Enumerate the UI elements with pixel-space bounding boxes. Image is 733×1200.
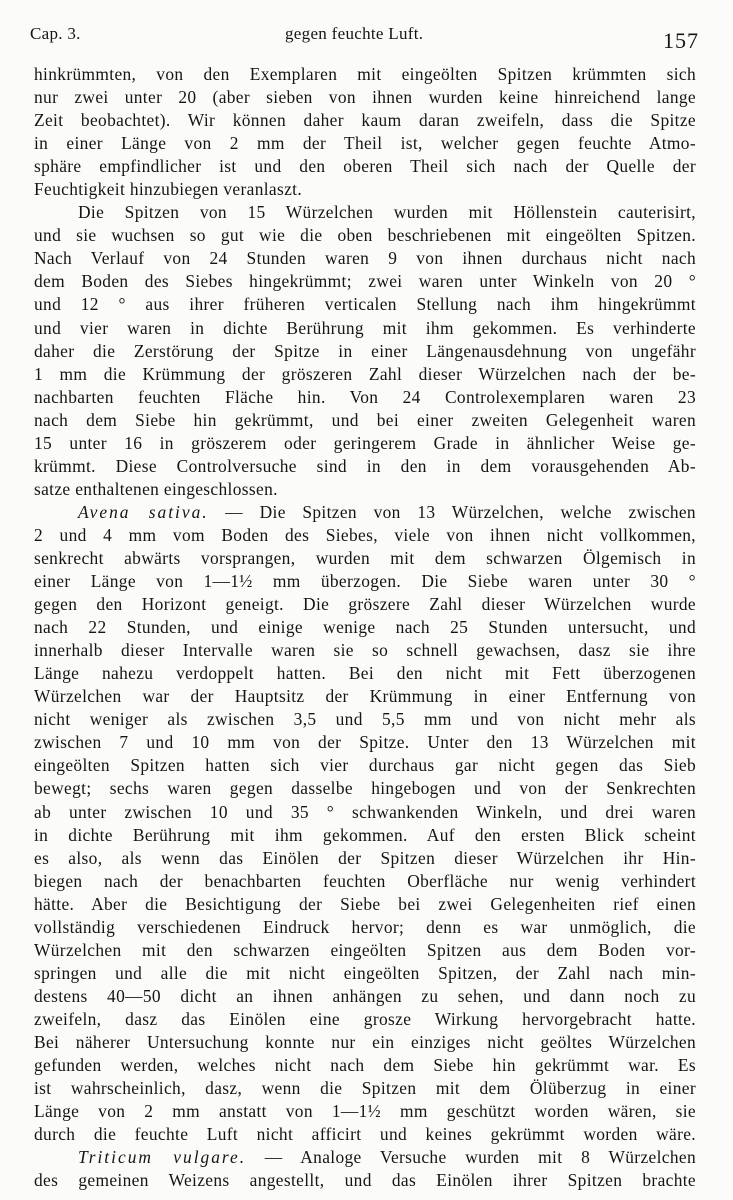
text-line: es also, als wenn das Einölen der Spitzen dieser Würzelchen ihr Hin- <box>34 847 696 868</box>
text-line: Würzelchen war der Hauptsitz der Krümmung in einer Entfernung von <box>34 686 696 707</box>
text-line: sphäre empfindlicher ist und den oberen Theil sich nach der Quelle der <box>34 156 696 177</box>
text-line: Bei näherer Untersuchung konnte nur ein einziges nicht geöltes Würzelchen <box>34 1031 696 1052</box>
text-line: eingeölten Spitzen hatten sich vier durchaus gar nicht gegen das Sieb <box>34 755 696 776</box>
text-line: und 12 ° aus ihrer früheren verticalen Stellung nach ihm hingekrümmt <box>34 294 696 315</box>
text-line: 1 mm die Krümmung der gröszeren Zahl dieser Würzelchen nach der be- <box>34 363 696 384</box>
chapter-label: Cap. 3. <box>30 24 81 43</box>
text-line: zwischen 7 und 10 mm von der Spitze. Unter den 13 Würzelchen mit <box>34 732 696 753</box>
body-text <box>34 63 696 1192</box>
page-number: 157 <box>663 28 699 53</box>
text-line: vollständig verschiedenen Eindruck hervor; denn es war unmöglich, die <box>34 916 696 937</box>
text-line: 2 und 4 mm vom Boden des Siebes, viele von ihnen nicht vollkommen, <box>34 524 696 545</box>
text-line: in dichte Berührung mit ihm gekommen. Auf den ersten Blick scheint <box>34 824 696 845</box>
text-line: nachbarten feuchten Fläche hin. Von 24 Controlexemplaren waren 23 <box>34 386 696 407</box>
running-head <box>30 22 699 53</box>
text-line: ab unter zwischen 10 und 35 ° schwankenden Winkeln, und drei waren <box>34 801 696 822</box>
text-line: Die Spitzen von 15 Würzelchen wurden mit Höllenstein cauterisirt, <box>78 202 696 223</box>
text-line: und sie wuchsen so gut wie die oben beschriebenen mit eingeölten Spitzen. <box>34 225 696 246</box>
text-line: zweifeln, dasz das Einölen eine grosze Wirkung hervorgebracht hatte. <box>34 1008 696 1029</box>
text-line: Triticum vulgare. — Analoge Versuche wurden mit 8 Würzelchen <box>78 1147 696 1168</box>
text-line: in einer Länge von 2 mm der Theil ist, welcher gegen feuchte Atmo- <box>34 133 696 154</box>
text-line: senkrecht abwärts vorsprangen, wurden mit dem schwarzen Ölgemisch in <box>34 547 696 568</box>
text-line: dem Boden des Siebes hingekrümmt; zwei waren unter Winkeln von 20 ° <box>34 271 696 292</box>
text-line: hinkrümmten, von den Exemplaren mit eingeölten Spitzen krümmten sich <box>34 64 696 84</box>
text-line: des gemeinen Weizens angestellt, und das Einölen ihrer Spitzen brachte <box>34 1170 696 1191</box>
species-name: Triticum vulgare. <box>78 1147 247 1168</box>
text-line: durch die feuchte Luft nicht afficirt und keines gekrümmt worden wäre. <box>34 1124 696 1145</box>
text-line: daher die Zerstörung der Spitze in einer Längenausdehnung von ungefähr <box>34 340 696 361</box>
text-line: nach dem Siebe hin gekrümmt, und bei einer zweiten Gelegenheit waren <box>34 409 696 430</box>
species-name: Avena sativa. <box>78 501 209 522</box>
text-line: destens 40—50 dicht an ihnen anhängen zu sehen, und dann noch zu <box>34 985 696 1006</box>
text-line: biegen nach der benachbarten feuchten Oberfläche nur wenig verhindert <box>34 870 696 891</box>
text-line: nicht weniger als zwischen 3,5 und 5,5 mm und von nicht mehr als <box>34 709 696 730</box>
text-line: gegen den Horizont geneigt. Die gröszere Zahl dieser Würzelchen wurde <box>34 594 696 615</box>
text-line: Länge von 2 mm anstatt von 1—1½ mm geschützt worden wären, sie <box>34 1101 696 1122</box>
text-line: hätte. Aber die Besichtigung der Siebe bei zwei Gelegenheiten rief einen <box>34 893 696 914</box>
text-line: krümmt. Diese Controlversuche sind in den in dem vorausgehenden Ab- <box>34 455 696 476</box>
text-line: 15 unter 16 in gröszerem oder geringerem Grade in ähnlicher Weise ge- <box>34 432 696 453</box>
text-line: und vier waren in dichte Berührung mit ihm gekommen. Es verhinderte <box>34 317 696 338</box>
text-line: einer Länge von 1—1½ mm überzogen. Die Siebe waren unter 30 ° <box>34 571 696 592</box>
text-line: Würzelchen mit den schwarzen eingeölten Spitzen aus dem Boden vor- <box>34 939 696 960</box>
text-line: Feuchtigkeit hinzubiegen veranlaszt. <box>34 179 303 200</box>
text-line: Avena sativa. — Die Spitzen von 13 Würzelchen, welche zwischen <box>78 501 696 522</box>
text-line: satze enthaltenen eingeschlossen. <box>34 478 278 499</box>
text-line: nach 22 Stunden, und einige wenige nach 25 Stunden untersucht, und <box>34 617 696 638</box>
text-line: Zeit beobachtet). Wir können daher kaum daran zweifeln, dass die Spitze <box>34 110 696 131</box>
text-line: bewegt; sechs waren gegen dasselbe hingebogen und von der Senkrechten <box>34 778 696 799</box>
text-line: nur zwei unter 20 (aber sieben von ihnen wurden keine hinreichend lange <box>34 87 696 108</box>
text-line: ist wahrscheinlich, dasz, wenn die Spitzen mit dem Ölüberzug in einer <box>34 1078 696 1099</box>
text-line: Länge nahezu verdoppelt hatten. Bei den nicht mit Fett überzogenen <box>34 663 696 684</box>
text-line: springen und alle die mit nicht eingeölten Spitzen, der Zahl nach min- <box>34 962 696 983</box>
text-line: innerhalb dieser Intervalle waren sie so schnell gewachsen, dasz sie ihre <box>34 640 696 661</box>
text-line: Nach Verlauf von 24 Stunden waren 9 von ihnen durchaus nicht nach <box>34 248 696 269</box>
running-title: gegen feuchte Luft. <box>285 24 424 43</box>
text-line: gefunden werden, welches nicht nach dem Siebe hin gekrümmt war. Es <box>34 1055 696 1076</box>
